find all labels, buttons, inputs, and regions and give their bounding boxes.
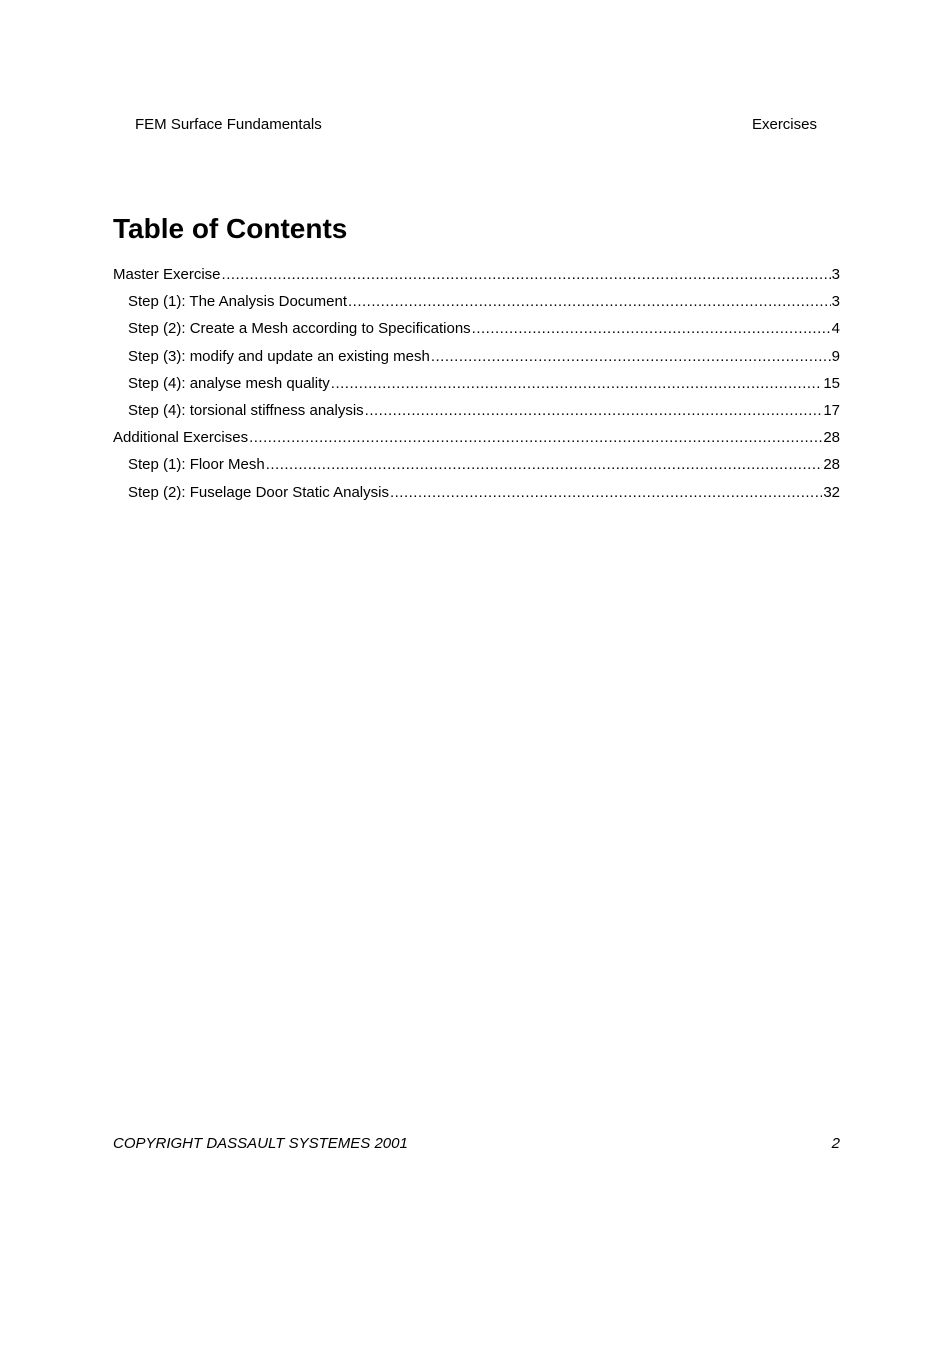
- toc-title: Table of Contents: [113, 213, 348, 244]
- toc-entry-step-1-floor-mesh[interactable]: [113, 455, 840, 482]
- running-header-title: FEM Surface Fundamentals: [135, 116, 322, 133]
- toc-entry-step-3-modify-mesh[interactable]: [113, 347, 840, 374]
- toc-entry-page: 28: [823, 429, 840, 447]
- toc-dot-leader: [348, 292, 831, 312]
- toc-entry-page: 3: [831, 293, 840, 311]
- toc-dot-leader: [390, 483, 822, 503]
- toc-entry-label: Additional Exercises: [113, 429, 249, 447]
- toc-entry-label: Step (1): Floor Mesh: [128, 456, 265, 474]
- toc-entry-step-1-analysis-document[interactable]: [113, 292, 840, 319]
- toc-dot-leader: [365, 401, 823, 421]
- toc-dot-leader: [331, 374, 823, 394]
- toc-entry-master-exercise[interactable]: [113, 265, 840, 292]
- toc-dot-leader: [266, 455, 823, 475]
- toc-entry-label: Step (4): torsional stiffness analysis: [128, 401, 364, 419]
- toc-entry-additional-exercises[interactable]: [113, 428, 840, 455]
- toc-entry-page: 32: [823, 483, 840, 501]
- footer-copyright: COPYRIGHT DASSAULT SYSTEMES 2001: [113, 1135, 408, 1152]
- toc-entry-page: 15: [823, 374, 840, 392]
- toc-entry-step-2-fuselage-door[interactable]: [113, 483, 840, 510]
- toc-entry-step-2-create-mesh[interactable]: [113, 319, 840, 346]
- toc-entry-page: 17: [823, 401, 840, 419]
- toc-dot-leader: [431, 347, 831, 367]
- toc-entry-label: Step (3): modify and update an existing mesh: [128, 347, 430, 365]
- toc-entry-page: 4: [831, 320, 840, 338]
- toc-entry-label: Step (4): analyse mesh quality: [128, 374, 330, 392]
- toc-entry-page: 3: [831, 266, 840, 283]
- toc-entry-label: Step (2): Fuselage Door Static Analysis: [128, 483, 389, 501]
- running-header-section: Exercises: [751, 116, 817, 133]
- toc-entry-step-4-mesh-quality[interactable]: [113, 374, 840, 401]
- toc-entry-label: Step (2): Create a Mesh according to Specifications: [128, 320, 471, 338]
- toc-dot-leader: [249, 428, 822, 448]
- toc-dot-leader: [222, 265, 831, 285]
- toc-entry-page: 9: [831, 347, 840, 365]
- toc-entry-label: Master Exercise: [113, 266, 221, 283]
- toc-entry-page: 28: [823, 456, 840, 474]
- toc-list: [113, 265, 840, 510]
- footer-page-number: 2: [831, 1135, 840, 1152]
- toc-entry-step-4-torsional-stiffness[interactable]: [113, 401, 840, 428]
- toc-dot-leader: [472, 319, 831, 339]
- toc-entry-label: Step (1): The Analysis Document: [128, 293, 347, 311]
